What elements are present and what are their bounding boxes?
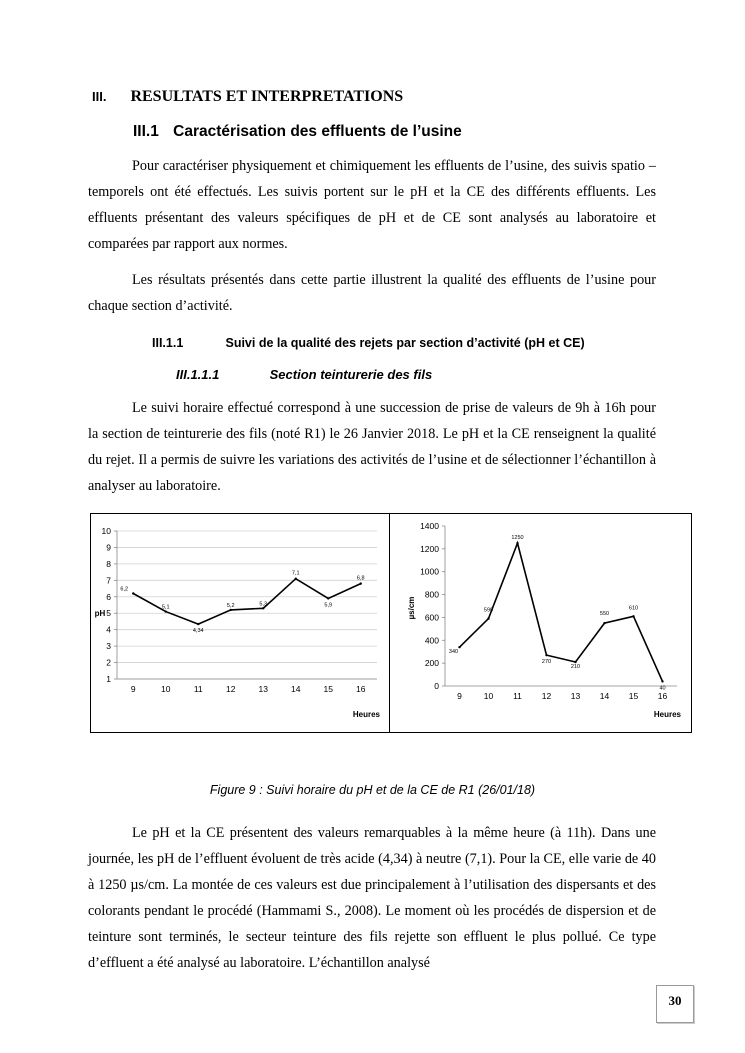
data-label: 590 (483, 607, 494, 614)
y-tick-label: 6 (106, 591, 111, 602)
ph-chart (91, 514, 388, 730)
subsubsubsection-heading (176, 367, 432, 382)
data-point (262, 607, 264, 609)
y-tick-label: 1000 (420, 566, 439, 577)
y-tick-label: 600 (424, 612, 439, 623)
data-label: 5,2 (226, 602, 235, 609)
x-axis-title: Heures (352, 710, 380, 719)
x-tick-label: 12 (226, 684, 236, 694)
x-tick-label: 15 (323, 684, 333, 694)
subsubsection-number: III.1.1 (152, 336, 184, 350)
data-point (197, 623, 199, 625)
data-point (487, 617, 489, 619)
x-tick-label: 9 (130, 684, 136, 694)
subsection-title: Caractérisation des effluents de l’usine (173, 123, 462, 140)
data-label: 340 (448, 649, 459, 656)
y-tick-label: 8 (106, 558, 111, 569)
x-tick-label: 12 (541, 691, 552, 701)
y-tick-label: 9 (106, 542, 111, 553)
figure-caption: Figure 9 : Suivi horaire du pH et de la CE de R1 (26/01/18) (209, 783, 536, 797)
data-point (132, 592, 134, 594)
data-label: 6,2 (120, 586, 129, 593)
section-title: RESULTATS ET INTERPRETATIONS (130, 88, 404, 105)
data-label: 5,1 (161, 604, 170, 611)
subsubsubsection-number: III.1.1.1 (176, 367, 220, 382)
data-label: 6,8 (356, 575, 365, 582)
data-point (574, 661, 576, 663)
y-tick-label: 200 (424, 658, 439, 669)
y-tick-label: 1 (106, 674, 111, 684)
intro-paragraph-1: Pour caractériser physiquement et chimiquement les effluents de l’usine, des suivis spatio – temporels ont été effectués. Les suivis portent sur le pH et la CE des différents effluents. Les effluents présentant des valeurs spécifiques de pH et de CE sont analysés au laboratoire et comparées par rapport aux normes. (88, 158, 656, 252)
y-tick-label: 800 (424, 589, 439, 600)
data-point (165, 610, 167, 612)
data-label: 270 (541, 659, 552, 666)
subsubsubsection-title: Section teinturerie des fils (269, 367, 433, 382)
section-number: III. (92, 89, 107, 104)
data-label: 40 (659, 685, 666, 692)
x-tick-label: 11 (513, 691, 522, 701)
data-point (516, 542, 518, 544)
y-tick-label: 7 (106, 575, 111, 586)
data-point (360, 582, 362, 584)
y-tick-label: 400 (424, 635, 439, 646)
paragraph-2: Le suivi horaire effectué correspond à une succession de prise de valeurs de 9h à 16h pour la section de teinturerie des fils (noté R1) le 26 Janvier 2018. Le pH et la CE renseignent la qualité du rejet. Il a permis de suivre les variations des activités de l’usine et de sélectionner l’échantillon à analyser au laboratoire. (88, 400, 656, 494)
data-label: 610 (628, 605, 639, 612)
data-label: 1250 (511, 535, 524, 542)
x-tick-label: 16 (356, 684, 366, 694)
x-tick-label: 10 (483, 691, 494, 701)
data-point (603, 622, 605, 624)
y-tick-label: 10 (101, 526, 111, 536)
data-label: 210 (570, 664, 581, 670)
subsection-number: III.1 (133, 123, 159, 140)
y-tick-label: 0 (434, 681, 439, 691)
paragraph-3: Le pH et la CE présentent des valeurs remarquables à la même heure (à 11h). Dans une journée, les pH de l’effluent évoluent de très acide (4,34) à neutre (7,1). Pour la CE, elle varie de 40 à 1250 µs/cm. La montée de ces valeurs est due principalement à l’utilisation des dispersants et des colorants pendant le procédé (Hammami S., 2008). Le moment où les procédés de dispersion et de teinture sont terminés, le secteur teinture des fils rejette son effluent le plus pollué. Ce type d’effluent a été analysé au laboratoire. L’échantillon analysé (88, 825, 656, 971)
data-label: 5,9 (324, 602, 333, 609)
page-number: 30 (656, 985, 694, 1023)
paragraph-2-block (88, 395, 656, 499)
y-axis-title: µs/cm (407, 596, 416, 620)
y-tick-label: 5 (106, 608, 111, 619)
data-label: 550 (599, 611, 610, 618)
x-tick-label: 16 (657, 691, 668, 701)
subsubsection-heading (152, 336, 585, 350)
y-tick-label: 3 (106, 641, 111, 652)
data-point (230, 609, 232, 611)
data-point (327, 597, 329, 599)
intro-paragraph-2: Les résultats présentés dans cette partie illustrent la qualité des effluents de l’usine pour chaque section d’activité. (88, 272, 656, 314)
data-label: 5,3 (259, 601, 268, 608)
y-tick-label: 4 (106, 624, 111, 635)
x-axis-title: Heures (653, 710, 681, 719)
paragraph-3-block (88, 820, 656, 976)
x-tick-label: 14 (599, 691, 610, 701)
data-point (545, 654, 547, 656)
x-tick-label: 15 (628, 691, 639, 701)
series-line (133, 579, 361, 624)
data-point (458, 646, 460, 648)
x-tick-label: 11 (193, 684, 203, 694)
x-tick-label: 14 (291, 684, 301, 694)
data-label: 7,1 (291, 570, 300, 577)
x-tick-label: 13 (570, 691, 581, 701)
x-tick-label: 13 (258, 684, 268, 694)
y-tick-label: 2 (106, 657, 111, 668)
subsection-heading (133, 123, 462, 141)
y-tick-label: 1200 (420, 543, 439, 554)
intro-text (88, 153, 656, 319)
section-heading (92, 88, 403, 106)
data-label: 4,34 (192, 628, 204, 635)
x-tick-label: 9 (457, 691, 462, 701)
y-tick-label: 1400 (420, 521, 439, 531)
subsubsection-title: Suivi de la qualité des rejets par section d’activité (pH et CE) (225, 336, 585, 350)
y-axis-title: pH (94, 609, 106, 618)
ce-chart (390, 514, 689, 730)
data-point (632, 615, 634, 617)
data-point (661, 680, 663, 682)
data-point (295, 577, 297, 579)
x-tick-label: 10 (161, 684, 171, 694)
